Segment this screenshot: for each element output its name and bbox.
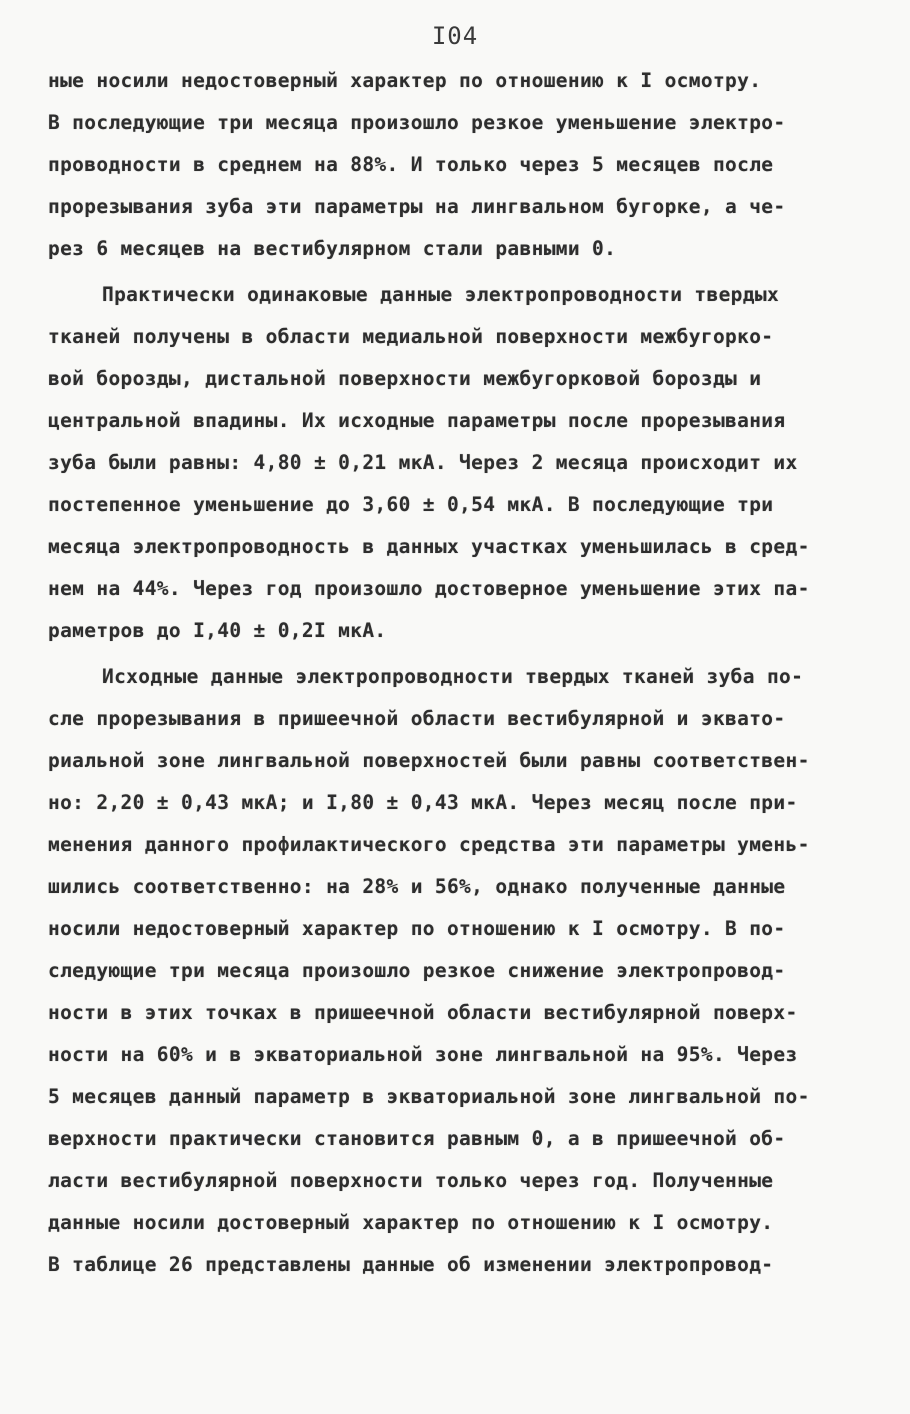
text-line: ласти вестибулярной поверхности только через год. Полученные — [48, 1169, 774, 1192]
text-line: В таблице 26 представлены данные об изменении электропровод- — [48, 1253, 774, 1276]
text-line: шились соответственно: на 28% и 56%, однако полученные данные — [48, 875, 786, 898]
text-line: зуба были равны: 4,80 ± 0,21 мкА. Через 2 месяца происходит их — [48, 451, 798, 474]
text-line: В последующие три месяца произошло резкое уменьшение электро- — [48, 111, 786, 134]
paragraph-start-line: Исходные данные электропроводности твердых тканей зуба по- — [102, 665, 804, 688]
text-line: 5 месяцев данный параметр в экваториальной зоне лингвальной по- — [48, 1085, 810, 1108]
text-line: прорезывания зуба эти параметры на лингвальном бугорке, а че- — [48, 195, 786, 218]
page-number: I04 — [431, 22, 479, 50]
text-line: раметров до I,40 ± 0,2I мкА. — [48, 619, 387, 642]
text-line: вой борозды, дистальной поверхности межбугорковой борозды и — [48, 367, 762, 390]
text-line: следующие три месяца произошло резкое снижение электропровод- — [48, 959, 786, 982]
paragraph-start-line: Практически одинаковые данные электропроводности твердых — [102, 283, 780, 306]
text-line: носили недостоверный характер по отношению к I осмотру. В по- — [48, 917, 786, 940]
text-line: сле прорезывания в пришеечной области вестибулярной и эквато- — [48, 707, 786, 730]
text-line: нем на 44%. Через год произошло достоверное уменьшение этих па- — [48, 577, 810, 600]
text-line: верхности практически становится равным 0, а в пришеечной об- — [48, 1127, 786, 1150]
text-line: менения данного профилактического средства эти параметры умень- — [48, 833, 810, 856]
text-line: ные носили недостоверный характер по отношению к I осмотру. — [48, 69, 762, 92]
text-line: месяца электропроводность в данных участках уменьшилась в сред- — [48, 535, 810, 558]
text-line: тканей получены в области медиальной поверхности межбугорко- — [48, 325, 774, 348]
text-line: центральной впадины. Их исходные параметры после прорезывания — [48, 409, 786, 432]
text-line: риальной зоне лингвальной поверхностей были равны соответствен- — [48, 749, 810, 772]
body-text — [48, 60, 848, 1286]
text-line: постепенное уменьшение до 3,60 ± 0,54 мкА. В последующие три — [48, 493, 774, 516]
text-line: но: 2,20 ± 0,43 мкА; и I,80 ± 0,43 мкА. Через месяц после при- — [48, 791, 798, 814]
text-line: данные носили достоверный характер по отношению к I осмотру. — [48, 1211, 774, 1234]
text-line: ности в этих точках в пришеечной области вестибулярной поверх- — [48, 1001, 798, 1024]
text-line: рез 6 месяцев на вестибулярном стали равными 0. — [48, 237, 617, 260]
text-line: проводности в среднем на 88%. И только через 5 месяцев после — [48, 153, 774, 176]
text-line: ности на 60% и в экваториальной зоне лингвальной на 95%. Через — [48, 1043, 798, 1066]
